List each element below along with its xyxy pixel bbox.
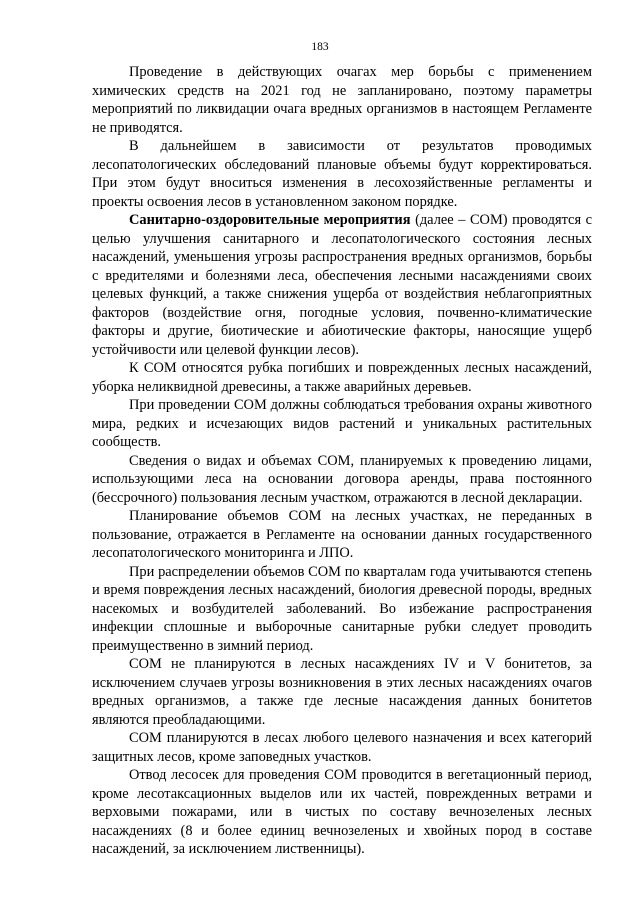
paragraph-bonitet-exclusion: СОМ не планируются в лесных насаждениях IV и V бонитетов, за исключением случаев угрозы возникновения в этих лесных насаждениях очагов вредных организмов, а также где лесные насаждения данных бонитетов являются преобладающими. xyxy=(92,656,592,728)
paragraph-protective-forests: СОМ планируются в лесах любого целевого назначения и всех категорий защитных лесов, кроме заповедных участков. xyxy=(92,730,592,765)
document-body xyxy=(92,63,592,859)
paragraph-plan-adjustment: В дальнейшем в зависимости от результатов проводимых лесопатологических обследований плановые объемы будут корректироваться. При этом будут вноситься изменения в лесохозяйственные регламенты и проекты освоения лесов в установленном законом порядке. xyxy=(92,138,592,210)
paragraph-quarterly-distribution: При распределении объемов СОМ по кварталам года учитываются степень и время повреждения лесных насаждений, биология древесной породы, вредных насекомых и возбудителей заболеваний. Во избежание распространения инфекции сплошные и выборочные санитарные рубки следует проводить преимущественно в зимний период. xyxy=(92,563,592,654)
page-number: 183 xyxy=(311,41,329,53)
paragraph-som-definition xyxy=(92,211,592,359)
paragraph-chemical-control: Проведение в действующих очагах мер борьбы с применением химических средств на 2021 год не запланировано, поэтому параметры мероприятий по ликвидации очага вредных организмов в настоящем Регламенте не приводятся. xyxy=(92,64,592,136)
paragraph-wildlife-protection: При проведении СОМ должны соблюдаться требования охраны животного мира, редких и исчезающих видов растений и уникальных растительных сообществ. xyxy=(92,397,592,450)
som-term: Санитарно-оздоровительные мероприятия xyxy=(129,212,411,228)
paragraph-unleased-planning: Планирование объемов СОМ на лесных участках, не переданных в пользование, отражается в Регламенте на основании данных государственного лесопатологического мониторинга и ЛПО. xyxy=(92,508,592,561)
paragraph-forest-declaration: Сведения о видах и объемах СОМ, планируемых к проведению лицами, использующими леса на основании договора аренды, права постоянного (бессрочного) пользования лесным участком, отражаются в лесной декларации. xyxy=(92,452,592,506)
paragraph-som-types: К СОМ относятся рубка погибших и поврежденных лесных насаждений, уборка неликвидной древесины, а также аварийных деревьев. xyxy=(92,360,592,395)
som-definition-text: (далее – СОМ) проводятся с целью улучшения санитарного и лесопатологического состояния лесных насаждений, уменьшения угрозы распространения вредных организмов, борьбы с вредителями и болезнями леса, обеспечения лесными насаждениями своих целевых функций, а также снижения ущерба от воздействия неблагоприятных факторов (воздействие огня, погодные условия, почвенно-климатические факторы и другие, биотические и абиотические факторы, наносящие ущерб устойчивости или целевой функции лесов). xyxy=(92,212,593,358)
paragraph-plot-allocation: Отвод лесосек для проведения СОМ проводится в вегетационный период, кроме лесотаксационных выделов или их частей, поврежденных ветрами и верховыми пожарами, или в чистых по составу вечнозеленых лесных насаждениях (8 и более единиц вечнозеленых и хвойных пород в составе насаждений, за исключением лиственницы). xyxy=(92,767,592,857)
